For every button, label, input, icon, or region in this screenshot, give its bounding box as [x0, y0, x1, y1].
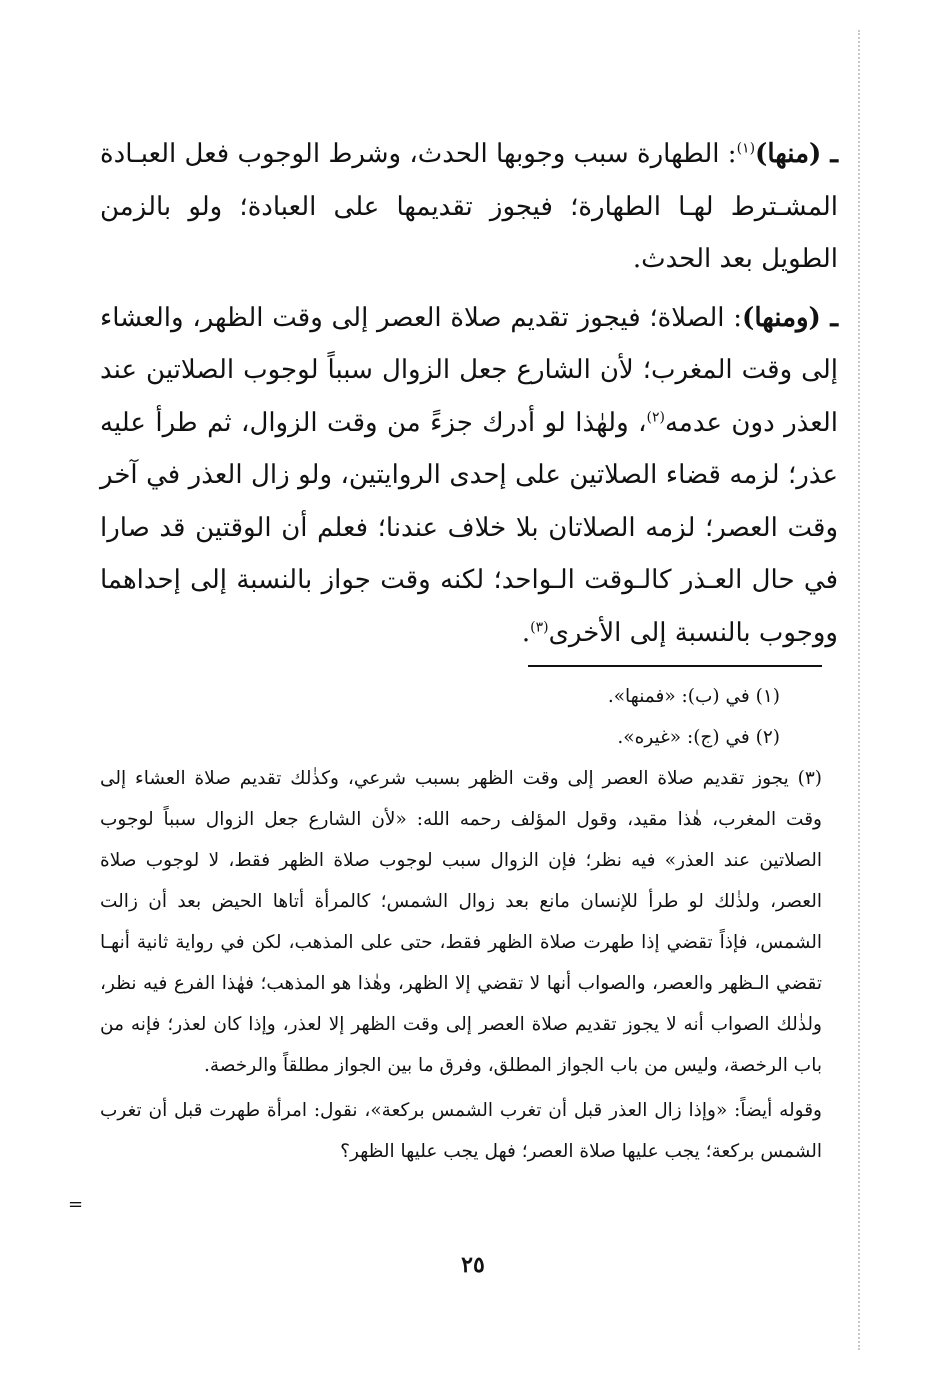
paragraph-purification	[100, 128, 838, 286]
footnote-ref-2[interactable]: (٢)	[646, 408, 665, 425]
footnote-3-continued: وقوله أيضاً: «وإذا زال العذر قبل أن تغرب الشمس بركعة»، نقول: امرأة طهرت قبل أن تغرب الشمس بركعة؛ يجب عليها صلاة العصر؛ فهل يجب عليها الظهر؟	[100, 1100, 822, 1162]
page-number: ٢٥	[461, 1252, 485, 1278]
heading-wa-minha: ـ (ومنها)	[742, 302, 838, 333]
main-text	[100, 128, 838, 659]
footnote-1: (١) في (ب): «فمنها».	[607, 686, 780, 707]
paragraph-text: : الطهارة سبب وجوبها الحدث، وشرط الوجوب فعل العبـادة المشـترط لهـا الطهارة؛ فيجوز تقديمها على العبادة؛ ولو بالزمن الطويل بعد الحدث.	[100, 139, 838, 274]
footnote-ref-1[interactable]: (١)	[736, 140, 756, 157]
paragraph-text: ، ولهٰذا لو أدرك جزءً من وقت الزوال، ثم طرأ عليه عذر؛ لزمه قضاء الصلاتين على إحدى الروايتين، ولو زال العذر في آخر وقت العصر؛ لزمه الصلاتان بلا خلاف عندنا؛ فعلم أن الوقتين قد صارا في حال العـذر كالـوقت الـواحد؛ لكنه وقت جواز بالنسبة إلى إحداهما ووجوب بالنسبة إلى الأخرى	[100, 407, 839, 648]
paragraph-prayer	[100, 292, 838, 660]
continuation-mark: =	[68, 1194, 84, 1215]
footnote-separator	[528, 665, 822, 667]
footnote-ref-3[interactable]: (٣)	[530, 618, 549, 635]
footnote-3: (٣) يجوز تقديم صلاة العصر إلى وقت الظهر بسبب شرعي، وكذٰلك تقديم صلاة العشاء إلى وقت المغرب، هٰذا مقيد، وقول المؤلف رحمه الله: «لأن الشارع جعل الزوال سبباً لوجوب الصلاتين عند العذر» فيه نظر؛ فإن الزوال سبب لوجوب صلاة الظهر فقط، لا لوجوب صلاة العصر، ولذٰلك لو طرأ للإنسان مانع بعد زوال الشمس؛ كالمرأة أتاها الحيض بعد أن زالت الشمس، فإذاً تقضي إذا طهرت صلاة الظهر فقط، حتى على المذهب، لكن في رواية ثانية أنهـا تقضي الـظهر والعصر، والصواب أنها لا تقضي إلا الظهر، وهٰذا هو المذهب؛ فهٰذا الفرع فيه نظر، ولذٰلك الصواب أنه لا يجوز تقديم صلاة العصر إلى وقت الظهر إلا لعذر، وإذا كان لعذر؛ فإنه من باب الرخصة، وليس من باب الجواز المطلق، وفرق ما بين الجواز مطلقاً والرخصة.	[100, 768, 822, 1076]
paragraph-end: .	[521, 617, 531, 648]
heading-minha: ـ (منها)	[755, 139, 839, 169]
paragraph-text: : الصلاة؛ فيجوز تقديم صلاة العصر إلى وقت الظهر، والعشاء إلى وقت المغرب؛ لأن الشارع جعل الزوال سبباً لوجوب الصلاتين عند العذر دون عدمه	[100, 302, 838, 438]
footnotes	[100, 676, 822, 1172]
binding-dotted-line	[858, 30, 860, 1350]
footnote-2: (٢) في (ج): «غيره».	[617, 727, 780, 748]
